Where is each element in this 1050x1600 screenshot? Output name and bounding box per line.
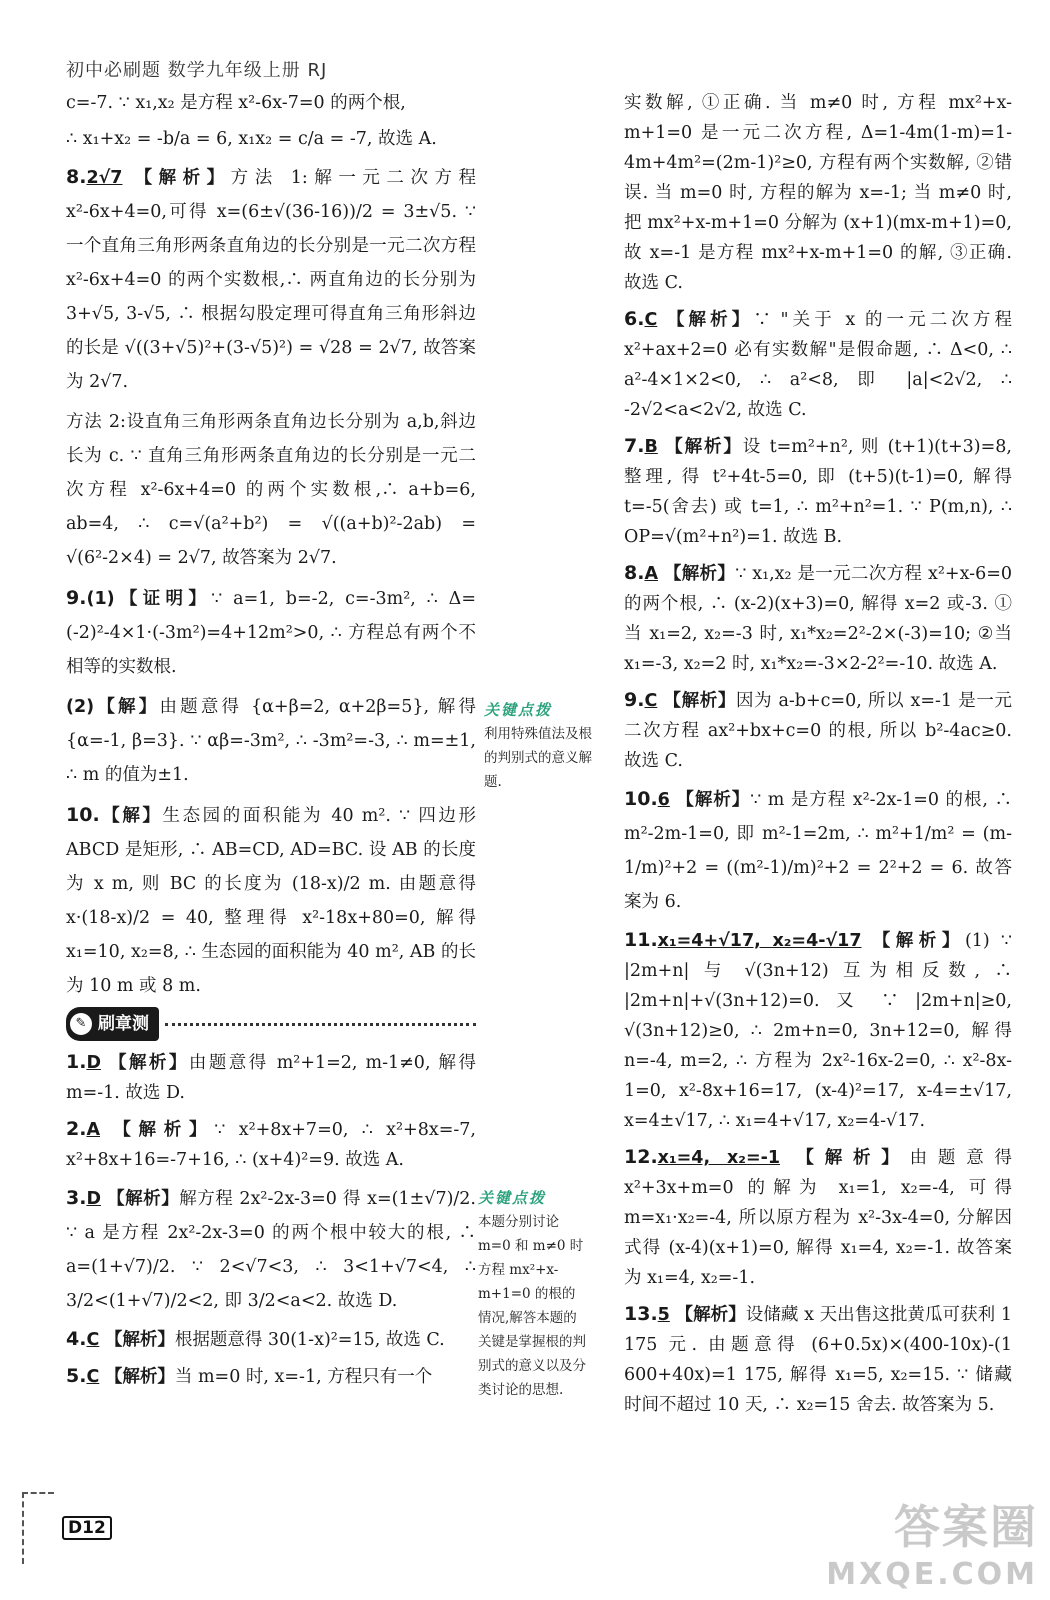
key-tip-2	[478, 1186, 588, 1402]
test-question-1: 1.D 【解析】由题意得 m²+1=2, m-1≠0, 解得 m=-1. 故选 D.	[66, 1051, 476, 1103]
answer: C	[644, 310, 658, 330]
test-question-5: 5.C 【解析】当 m=0 时, x=-1, 方程只有一个	[66, 1365, 433, 1387]
question-8	[66, 160, 476, 399]
question-9-part-1	[66, 581, 476, 684]
analysis-tag: 【解析】	[134, 168, 231, 188]
key-tip-title: 关键点拨	[484, 701, 553, 719]
test-question-6: 6.C 【解析】∵ "关于 x 的一元二次方程 x²+ax+2=0 必有实数解"是假命题, ∴ Δ<0, ∴ a²-4×1×2<0, ∴ a²<8, 即 |a|<2√2, ∴ -2√2<a<2√2, 故选 C.	[624, 308, 1012, 420]
test-question-12: 12.x₁=4, x₂=-1 【解析】由题意得 x²+3x+m=0 的解为 x₁=1, x₂=-4, 可得 m=x₁·x₂=-4, 所以原方程为 x²-3x-4=0, 分解因式得 (x-4)(x+1)=0, 解得 x₁=4, x₂=-1. 故答案为 x₁=4, x₂=-1.	[624, 1146, 1012, 1288]
question-number: 8.	[66, 166, 87, 188]
answer: A	[644, 564, 658, 584]
answer: A	[86, 1120, 100, 1140]
answer: B	[644, 437, 658, 457]
answer: D	[86, 1053, 101, 1073]
question-number: 10.	[66, 804, 100, 826]
watermark-line-2: MXQE.COM	[826, 1557, 1038, 1592]
key-tip-1	[484, 698, 594, 794]
left-para-1: ∴ x₁+x₂ = -b/a = 6, x₁x₂ = c/a = -7, 故选 A.	[66, 129, 437, 149]
key-tip-title: 关键点拨	[478, 1189, 547, 1207]
question-text: 由题意得 {α+β=2, α+2β=5}, 解得 {α=-1, β=3}. ∵ αβ=-3m², ∴ -3m²=-3, ∴ m=±1, ∴ m 的值为±1.	[66, 697, 476, 785]
answer: C	[644, 691, 658, 711]
proof-tag: (1)【证明】	[86, 589, 212, 609]
answer: 6	[657, 790, 670, 810]
question-text: ∵ a=1, b=-2, c=-3m², ∴ Δ=(-2)²-4×1·(-3m²)=4+12m²>0, ∴ 方程总有两个不相等的实数根.	[66, 589, 476, 677]
dotted-divider	[165, 1023, 476, 1026]
question-number: 9.	[66, 587, 87, 609]
watermark	[826, 1491, 1038, 1592]
method-2: 方法 2:设直角三角形两条直角边长分别为 a,b,斜边长为 c. ∵ 直角三角形两条直角边的长分别是一元二次方程 x²-6x+4=0 的两个实数根,∴ a+b=6, ab=4, ∴ c=√(a²+b²) = √((a+b)²-2ab) = √(6²-2×4) = 2√7, 故答案为 2√7.	[66, 412, 476, 568]
test-question-8: 8.A 【解析】∵ x₁,x₂ 是一元二次方程 x²+x-6=0 的两个根, ∴ (x-2)(x+3)=0, 解得 x=2 或-3. ①当 x₁=2, x₂=-3 时, x₁*x₂=2²-2×(-3)=10; ②当 x₁=-3, x₂=2 时, x₁*x₂=-3×2-2²=-10. 故选 A.	[624, 562, 1013, 674]
answer: C	[86, 1330, 100, 1350]
watermark-line-1: 答案圈	[894, 1500, 1038, 1554]
test-question-13: 13.5 【解析】设储藏 x 天出售这批黄瓜可获利 1 175 元. 由题意得 (6+0.5x)×(400-10x)-(1 600+40x)=1 175, 解得 x₁=5, x₂=15. ∵ 储藏时间不超过 10 天, ∴ x₂=15 舍去. 故答案为 5.	[624, 1303, 1012, 1415]
page-number: D12	[62, 1516, 112, 1540]
question-text: 生态园的面积能为 40 m². ∵ 四边形 ABCD 是矩形, ∴ AB=CD, AD=BC. 设 AB 的长度为 x m, 则 BC 的长度为 (18-x)/2 m. 由题意得 x·(18-x)/2 = 40, 整理得 x²-18x+80=0, 解得 x₁=10, x₂=8, ∴ 生态园的面积能为 40 m², AB 的长为 10 m 或 8 m.	[66, 806, 477, 996]
right-column	[624, 88, 1012, 1426]
test-question-9: 9.C 【解析】因为 a-b+c=0, 所以 x=-1 是一元二次方程 ax²+bx+c=0 的根, 所以 b²-4ac≥0. 故选 C.	[624, 689, 1012, 771]
solution-tag: (2)【解】	[66, 697, 160, 717]
left-para-0: c=-7. ∵ x₁,x₂ 是方程 x²-6x-7=0 的两个根,	[66, 93, 406, 113]
section-badge: ✎ 刷章测	[66, 1007, 159, 1041]
test-question-2: 2.A 【解析】∵ x²+8x+7=0, ∴ x²+8x=-7, x²+8x+16=-7+16, ∴ (x+4)²=9. 故选 A.	[66, 1118, 476, 1170]
left-column	[66, 88, 476, 1398]
test-question-11: 11.x₁=4+√17, x₂=4-√17 【解析】(1) ∵ |2m+n| 与 √(3n+12) 互为相反数, ∴ |2m+n|+√(3n+12)=0. 又 ∵ |2m+n|≥0, √(3n+12)≥0, ∴ 2m+n=0, 3n+12=0, 解得 n=-4, m=2, ∴ 方程为 2x²-16x-2=0, ∴ x²-8x-1=0, x²-8x+16=17, (x-4)²=17, x-4=±√17, x=4±√17, ∴ x₁=4+√17, x₂=4-√17.	[624, 929, 1012, 1131]
test-question-3: 3.D 【解析】解方程 2x²-2x-3=0 得 x=(1±√7)/2. ∵ a 是方程 2x²-2x-3=0 的两个根中较大的根, ∴ a=(1+√7)/2. ∵ 2<√7<3, ∴ 3<1+√7<4, ∴ 3/2<(1+√7)/2<2, 即 3/2<a<2. 故选 D.	[66, 1187, 476, 1311]
answer: x₁=4+√17, x₂=4-√17	[657, 931, 862, 951]
question-9-part-2	[66, 690, 476, 792]
key-tip-text: 本题分别讨论 m=0 和 m≠0 时方程 mx²+x-m+1=0 的根的情况,解答本题的关键是掌握根的判别式的意义以及分类讨论的思想.	[478, 1214, 586, 1398]
answer: x₁=4, x₂=-1	[657, 1148, 781, 1168]
question-text: 方法 1:解一元二次方程 x²-6x+4=0,可得 x=(6±√(36-16))/2 = 3±√5. ∵ 一个直角三角形两条直角边的长分别是一元二次方程 x²-6x+4=0 的两个实数根,∴ 两直角边的长分别为 3+√5, 3-√5, ∴ 根据勾股定理可得直角三角形斜边的长是 √((3+√5)²+(3-√5)²) = √28 = 2√7, 故答案为 2√7.	[66, 168, 476, 392]
pencil-icon: ✎	[70, 1013, 92, 1035]
corner-decoration	[22, 1492, 54, 1564]
answer: D	[86, 1189, 101, 1209]
section-header	[66, 1009, 476, 1039]
key-tip-text: 利用特殊值法及根的判别式的意义解题.	[484, 726, 592, 790]
test-question-4: 4.C 【解析】根据题意得 30(1-x)²=15, 故选 C.	[66, 1328, 445, 1350]
solution-tag: 【解】	[99, 806, 163, 826]
answer: C	[86, 1367, 100, 1387]
test-question-10: 10.6 【解析】∵ m 是方程 x²-2x-1=0 的根, ∴ m²-2m-1=0, 即 m²-1=2m, ∴ m²+1/m² = (m-1/m)²+2 = ((m²-1)/m)²+2 = 2²+2 = 6. 故答案为 6.	[624, 788, 1012, 912]
right-para-0: 实数解, ①正确. 当 m≠0 时, 方程 mx²+x-m+1=0 是一元二次方程, Δ=1-4m(1-m)=1-4m+4m²=(2m-1)²≥0, 方程有两个实数解, ②错误. 当 m=0 时, 方程的解为 x=-1; 当 m≠0 时, 把 mx²+x-m+1=0 分解为 (x+1)(mx-m+1)=0, 故 x=-1 是方程 mx²+x-m+1=0 的解, ③正确. 故选 C.	[624, 93, 1012, 293]
test-question-7: 7.B 【解析】设 t=m²+n², 则 (t+1)(t+3)=8, 整理, 得 t²+4t-5=0, 即 (t+5)(t-1)=0, 解得 t=-5(舍去) 或 t=1, ∴ m²+n²=1. ∵ P(m,n), ∴ OP=√(m²+n²)=1. 故选 B.	[624, 435, 1012, 547]
page-header: 初中必刷题 数学九年级上册 RJ	[66, 60, 328, 81]
question-10	[66, 798, 476, 1003]
answer: 2√7	[86, 168, 123, 188]
answer: 5	[657, 1305, 670, 1325]
